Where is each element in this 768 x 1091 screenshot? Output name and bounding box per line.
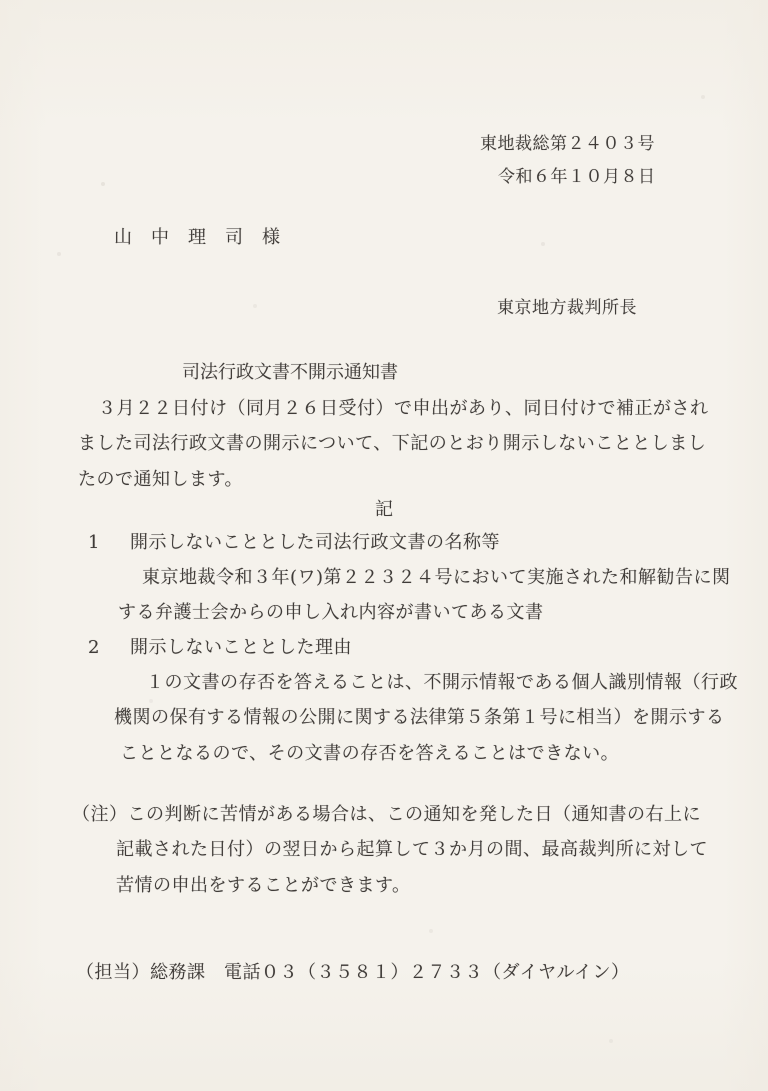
body-line-1: ３月２２日付け（同月２６日受付）で申出があり、同日付けで補正がされ bbox=[98, 398, 709, 419]
item2-line-2: 機関の保有する情報の公開に関する法律第５条第１号に相当）を開示する bbox=[114, 707, 725, 728]
ki-separator-label: 記 bbox=[375, 499, 393, 520]
item2-heading: 開示しないこととした理由 bbox=[130, 637, 352, 658]
item2-line-3: こととなるので、その文書の存否を答えることはできない。 bbox=[120, 743, 620, 764]
item1-number: 1 bbox=[88, 532, 100, 553]
note-line-3: 苦情の申出をすることができます。 bbox=[116, 875, 411, 896]
body-line-3: たので通知します。 bbox=[78, 469, 244, 490]
note-line-2: 記載された日付）の翌日から起算して３か月の間、最高裁判所に対して bbox=[116, 839, 708, 860]
recipient-name: 山 中 理 司 様 bbox=[114, 227, 281, 248]
note-line-1: （注）この判断に苦情がある場合は、この通知を発した日（通知書の右上に bbox=[72, 804, 701, 825]
contact-info: （担当）総務課 電話０３（３５８１）２７３３（ダイヤルイン） bbox=[76, 962, 630, 983]
item2-line-1: １の文書の存否を答えることは、不開示情報である個人識別情報（行政 bbox=[146, 672, 738, 693]
item1-line-1: 東京地裁令和３年(ワ)第２２３２４号において実施された和解勧告に関 bbox=[142, 567, 731, 588]
document-number: 東地裁総第２４０３号 bbox=[480, 134, 655, 154]
sender-title: 東京地方裁判所長 bbox=[497, 298, 637, 318]
issue-date: 令和６年１０月８日 bbox=[498, 167, 656, 187]
item1-heading: 開示しないこととした司法行政文書の名称等 bbox=[130, 532, 500, 553]
body-line-2: ました司法行政文書の開示について、下記のとおり開示しないこととしまし bbox=[78, 433, 707, 454]
item2-number: 2 bbox=[88, 637, 100, 658]
scan-noise-speckles bbox=[0, 0, 2, 2]
document-title: 司法行政文書不開示通知書 bbox=[182, 362, 398, 383]
item1-line-2: する弁護士会からの申し入れ内容が書いてある文書 bbox=[118, 602, 544, 623]
